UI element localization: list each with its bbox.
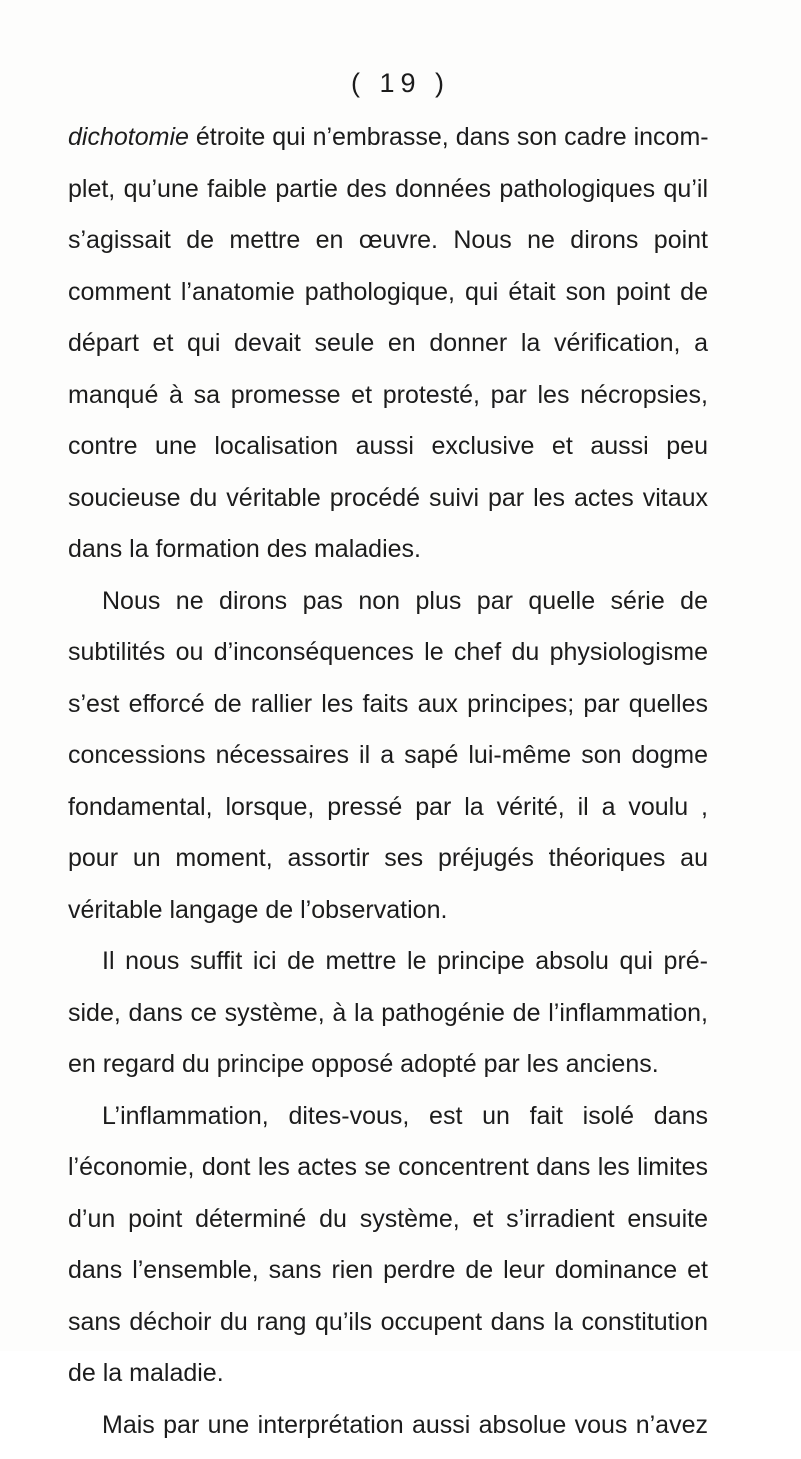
text-line: dans la formation des maladies. [68,532,708,584]
body-text [68,120,708,1459]
text-line: concessions nécessaires il a sapé lui-même son dogme [68,738,708,790]
text-line: Il nous suffit ici de mettre le principe absolu qui pré- [68,944,708,996]
text-line: fondamental, lorsque, pressé par la vérité, il a voulu , [68,790,708,842]
text-line: Mais par une interprétation aussi absolue vous n’avez [68,1408,708,1459]
text-line: subtilités ou d’inconséquences le chef du physiologisme [68,635,708,687]
text-line: L’inflammation, dites-vous, est un fait isolé dans [68,1099,708,1151]
text-line: comment l’anatomie pathologique, qui était son point de [68,275,708,327]
text-line: dans l’ensemble, sans rien perdre de leur dominance et [68,1253,708,1305]
text-line: départ et qui devait seule en donner la vérification, a [68,326,708,378]
text-line: en regard du principe opposé adopté par les anciens. [68,1047,708,1099]
text-line: s’est efforcé de rallier les faits aux principes; par quelles [68,687,708,739]
text-line: side, dans ce système, à la pathogénie de l’inflammation, [68,996,708,1048]
text-line: s’agissait de mettre en œuvre. Nous ne dirons point [68,223,708,275]
text-line: contre une localisation aussi exclusive et aussi peu [68,429,708,481]
text-line: l’économie, dont les actes se concentrent dans les limites [68,1150,708,1202]
text-line: plet, qu’une faible partie des données pathologiques qu’il [68,172,708,224]
line-text: étroite qui n’embrasse, dans son cadre incom- [189,123,709,151]
italic-word: dichotomie [68,123,189,151]
text-line: de la maladie. [68,1356,708,1408]
text-line [68,120,708,172]
text-line: d’un point déterminé du système, et s’irradient ensuite [68,1202,708,1254]
text-line: sans déchoir du rang qu’ils occupent dans la constitution [68,1305,708,1357]
text-line: pour un moment, assortir ses préjugés théoriques au [68,841,708,893]
text-line: soucieuse du véritable procédé suivi par les actes vitaux [68,481,708,533]
text-line: véritable langage de l’observation. [68,893,708,945]
text-line: manqué à sa promesse et protesté, par les nécropsies, [68,378,708,430]
page-number: ( 19 ) [0,68,801,99]
text-line: Nous ne dirons pas non plus par quelle série de [68,584,708,636]
